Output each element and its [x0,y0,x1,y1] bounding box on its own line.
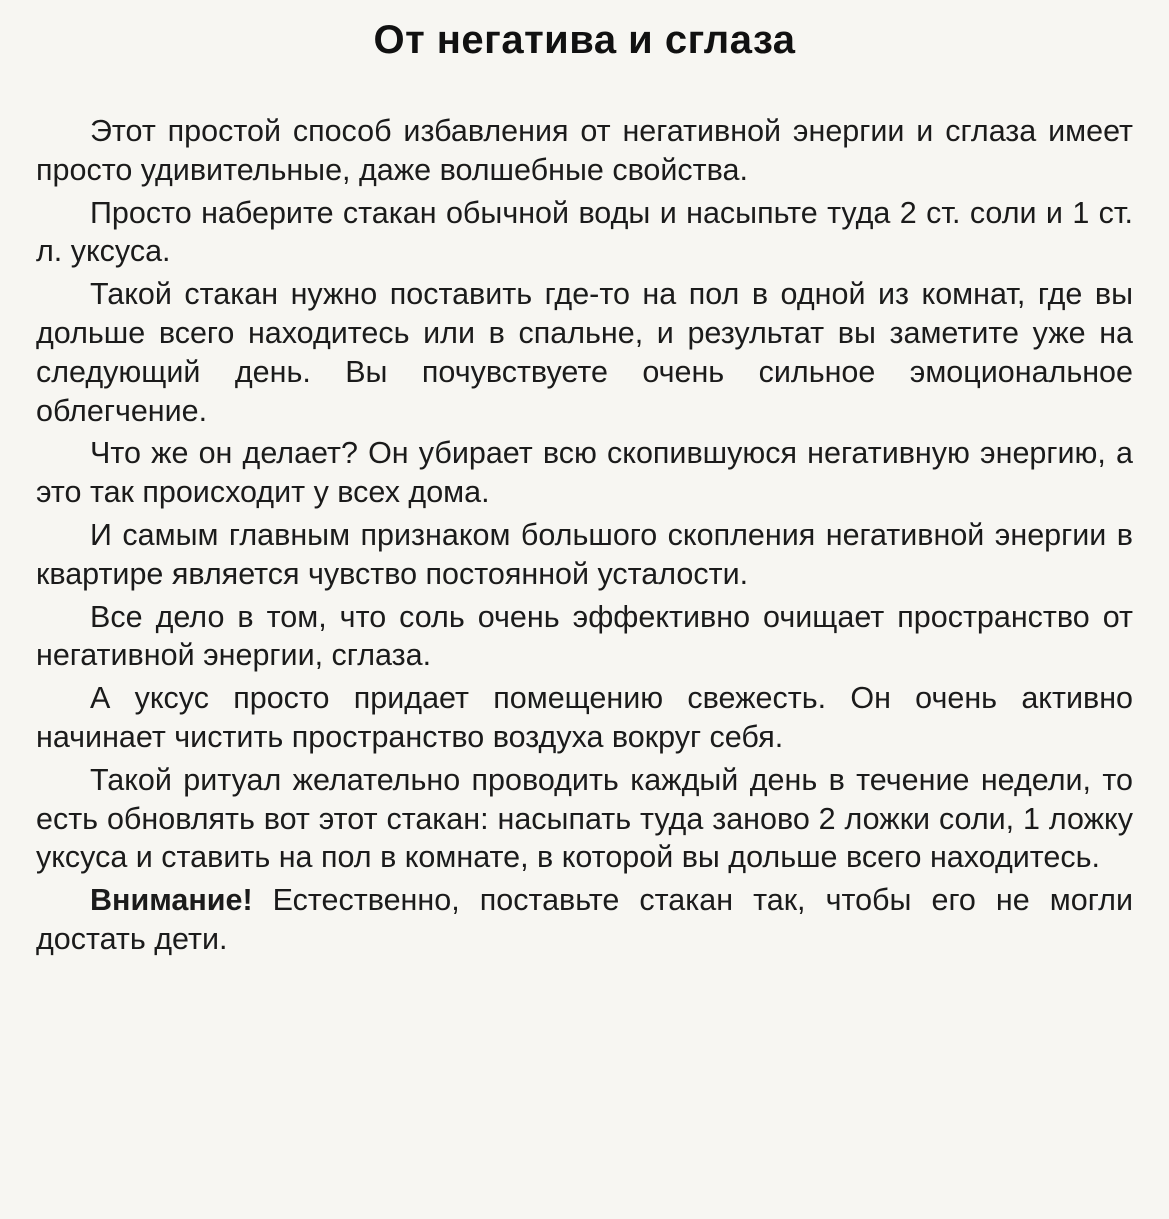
warning-label: Внимание! [90,883,253,918]
warning-text: Естественно, поставьте стакан так, чтобы его не могли достать дети. [36,883,1133,956]
warning-paragraph [36,881,1133,959]
paragraph-2: Просто наберите стакан обычной воды и насыпьте туда 2 ст. соли и 1 ст. л. уксуса. [36,195,1133,269]
article-title: От негатива и сглаза [373,18,796,62]
paragraph-6: Все дело в том, что соль очень эффективно очищает пространство от негативной энергии, сглаза. [36,599,1133,673]
paragraph-7: А уксус просто придает помещению свежесть. Он очень активно начинает чистить пространство воздуха вокруг себя. [36,681,1133,754]
paragraph-3: Такой стакан нужно поставить где-то на пол в одной из комнат, где вы дольше всего находитесь или в спальне, и результат вы заметите уже на следующий день. Вы почувствуете очень сильное эмоциональное облегчение. [36,277,1133,428]
article-body [36,112,1133,959]
paragraph-1: Этот простой способ избавления от негативной энергии и сглаза имеет просто удивительные, даже волшебные свойства. [36,114,1133,187]
paragraph-5: И самым главным признаком большого скопления негативной энергии в квартире является чувство постоянной усталости. [36,517,1133,591]
paragraph-4: Что же он делает? Он убирает всю скопившуюся негативную энергию, а это так происходит у всех дома. [36,436,1133,510]
paragraph-8: Такой ритуал желательно проводить каждый день в течение недели, то есть обновлять вот этот стакан: насыпать туда заново 2 ложки соли, 1 ложку уксуса и ставить на пол в комнате, в которой вы дольше всего находитесь. [36,762,1133,875]
